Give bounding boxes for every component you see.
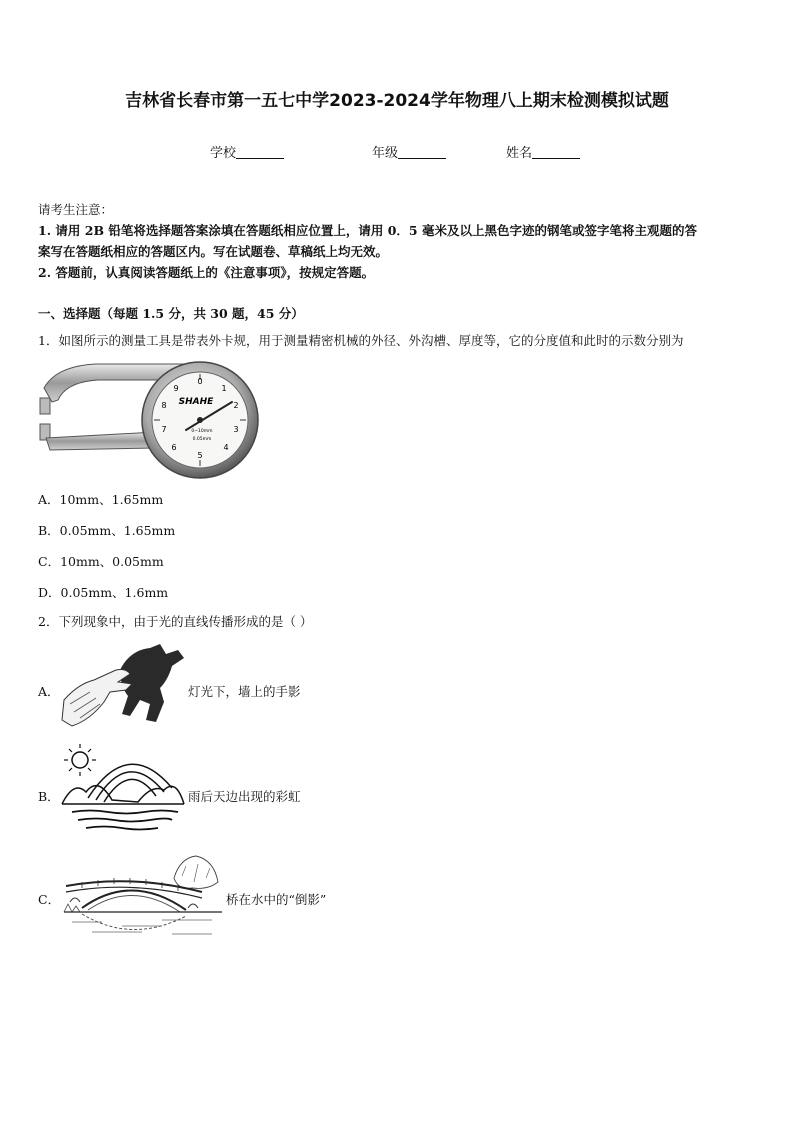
section-heading: 一、选择题（每题 1.5 分，共 30 题，45 分） — [38, 306, 304, 321]
name-field — [506, 142, 580, 161]
dial-number-8: 8 — [161, 401, 167, 410]
dial-number-4: 4 — [223, 443, 229, 452]
dial-division: 0.05mm — [192, 437, 212, 442]
dial-number-0: 0 — [197, 377, 203, 386]
question-2-option-c-letter: C． — [38, 892, 61, 907]
question-1-option-d: D．0.05mm、1.6mm — [38, 585, 169, 600]
school-blank — [236, 146, 284, 159]
dial-number-6: 6 — [171, 443, 177, 452]
grade-label: 年级 — [372, 146, 399, 161]
dial-range: 0~10mm — [191, 429, 213, 434]
hand-shadow-image — [60, 640, 186, 730]
question-1-stem: 1．如图所示的测量工具是带表外卡规，用于测量精密机械的外径、外沟槽、厚度等，它的分度值和此时的示数分别为 — [38, 333, 684, 348]
question-2-option-b-text: 雨后天边出现的彩虹 — [188, 789, 301, 804]
question-1-option-c: C．10mm、0.05mm — [38, 554, 164, 569]
dial-brand: SHAHE — [178, 397, 214, 407]
school-field — [210, 142, 284, 161]
dial-number-3: 3 — [233, 425, 239, 434]
name-label: 姓名 — [506, 146, 533, 161]
question-2-stem: 2．下列现象中，由于光的直线传播形成的是（ ） — [38, 614, 313, 629]
name-blank — [532, 146, 580, 159]
grade-field — [372, 142, 446, 161]
question-1-option-a: A．10mm、1.65mm — [38, 492, 164, 507]
notice-heading: 请考生注意： — [38, 202, 114, 217]
dial-number-1: 1 — [221, 384, 227, 393]
dial-number-5: 5 — [197, 451, 203, 460]
notice-line-1b: 案写在答题纸相应的答题区内。写在试题卷、草稿纸上均无效。 — [38, 244, 389, 259]
question-2-option-a-text: 灯光下，墙上的手影 — [188, 684, 301, 699]
dial-number-2: 2 — [233, 401, 239, 410]
grade-blank — [398, 146, 446, 159]
question-1-option-b: B．0.05mm、1.65mm — [38, 523, 176, 538]
school-label: 学校 — [210, 146, 237, 161]
notice-line-2: 2. 答题前，认真阅读答题纸上的《注意事项》，按规定答题。 — [38, 265, 375, 280]
question-2-option-a-letter: A． — [38, 684, 60, 699]
dial-caliper-image — [36, 358, 266, 483]
question-2-option-c-text: 桥在水中的“倒影” — [226, 892, 327, 907]
dial-number-9: 9 — [173, 384, 179, 393]
question-2-option-b-letter: B． — [38, 789, 60, 804]
rainbow-image — [60, 740, 186, 832]
dial-number-7: 7 — [161, 425, 167, 434]
notice-line-1a: 1. 请用 2B 铅笔将选择题答案涂填在答题纸相应位置上，请用 0．5 毫米及以上黑色字迹的钢笔或签字笔将主观题的答 — [38, 223, 697, 238]
page-title: 吉林省长春市第一五七中学2023-2024学年物理八上期末检测模拟试题 — [125, 91, 669, 111]
bridge-reflection-image — [62, 852, 224, 942]
